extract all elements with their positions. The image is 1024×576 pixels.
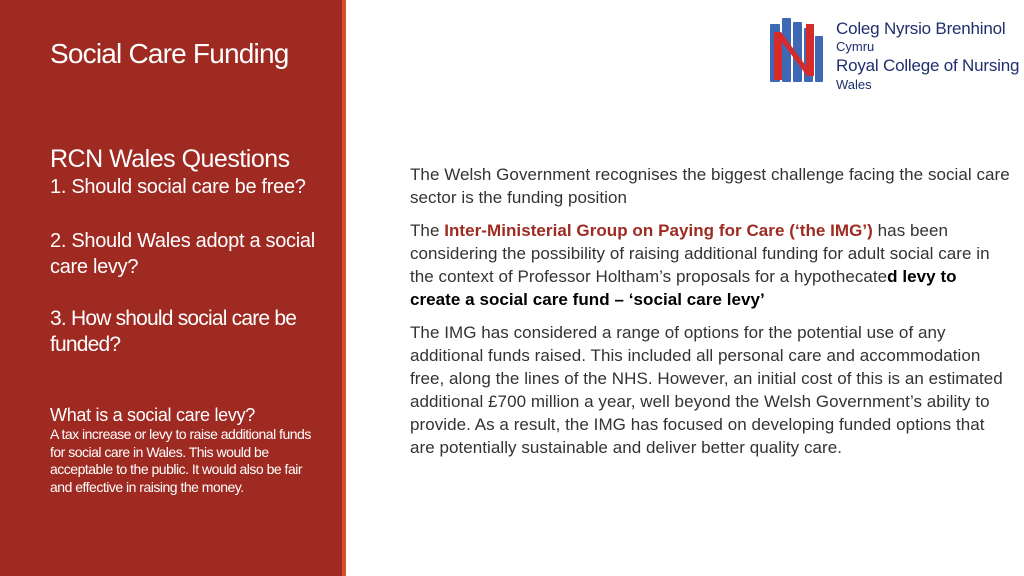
questions-block [50, 144, 320, 510]
paragraph-1: The Welsh Government recognises the biggest challenge facing the social care sector is the funding position [410, 165, 1010, 207]
slide-title: Social Care Funding [50, 38, 289, 69]
logo-line-4: Wales [836, 77, 872, 92]
img-highlight: Inter-Ministerial Group on Paying for Care (‘the IMG’) [444, 221, 873, 240]
paragraph-2 [410, 219, 1010, 311]
questions-heading: RCN Wales Questions [50, 145, 290, 173]
logo-text [836, 18, 1019, 93]
accent-bar [342, 0, 346, 576]
question-3: 3. How should social care be funded? [50, 307, 297, 356]
logo-line-1: Coleg Nyrsio Brenhinol [836, 19, 1006, 38]
paragraph-3: The IMG has considered a range of options for the potential use of any additional funds raised. This included all personal care and accommodation free, along the lines of the NHS. However, an initial cost of this is an estimated additional £700 million a year, well beyond the Welsh Government’s ability to provide. As a result, the IMG has focused on developing funded options that are potentially sustainable and deliver better quality care. [410, 323, 1003, 457]
logo-line-2: Cymru [836, 39, 875, 54]
levy-heading: What is a social care levy? [50, 405, 255, 425]
levy-highlight: d levy to create a social care fund – ‘social care levy’ [410, 267, 957, 309]
rcn-emblem-icon [770, 18, 823, 82]
content-body [410, 163, 1010, 469]
question-2: 2. Should Wales adopt a social care levy? [50, 230, 315, 278]
logo-line-3: Royal College of Nursing [836, 56, 1020, 75]
levy-description: A tax increase or levy to raise additional funds for social care in Wales. This would be acceptable to the public. It would also be fair and effective in raising the money. [50, 426, 311, 495]
paragraph-2-start: The [410, 221, 445, 240]
paragraph-2-middle: has been considering the possibility of raising additional funding for adult social care in the context of Professor Holtham’s proposals for a hypothecate [410, 221, 990, 286]
question-1: 1. Should social care be free? [50, 176, 306, 198]
